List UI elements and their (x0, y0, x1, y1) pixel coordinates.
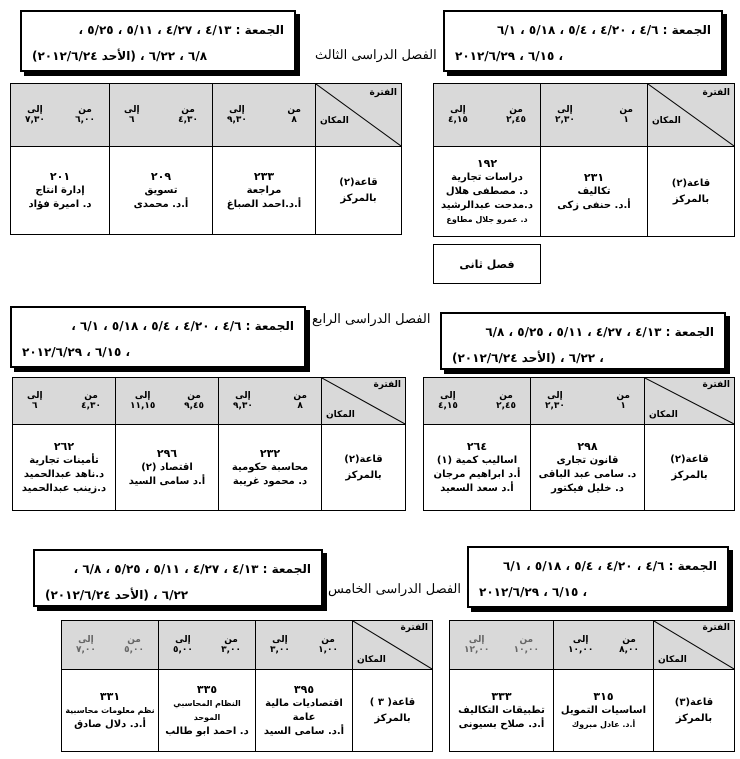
dates-box-right: الجمعة : ٤/٦ ، ٤/٢٠ ، ٥/٤ ، ٥/١٨ ، ٦/١ ، ٦/١٥ ، ٢٠١٢/٦/٢٩ (443, 10, 723, 72)
dates-box-right: الجمعة : ٤/٦ ، ٤/٢٠ ، ٥/٤ ، ٥/١٨ ، ٦/١ ، ٦/١٥ ، ٢٠١٢/٦/٢٩ (467, 546, 729, 608)
schedule-table-left (12, 377, 406, 511)
schedule-table-right (423, 377, 735, 511)
corner-header: الفترة المكان (654, 621, 735, 670)
time-slot: من ١,٠٠ إلى ٣,٠٠ (256, 621, 353, 670)
course-cell: ٣٩٥ اقتصاديات مالية عامة أ.د. سامى السيد (256, 670, 353, 752)
time-slot: من ٢,٤٥ إلى ٤,١٥ (434, 84, 541, 147)
course-cell: ٢٠٩ تسويق أ.د. محمدى (110, 147, 213, 235)
time-slot: من ١ إلى ٢,٣٠ (541, 84, 648, 147)
course-cell: ٢٦٤ اساليب كمية (١) أ.د ابراهيم مرجان أ.د سعد السعيد (424, 425, 531, 511)
corner-header: الفترة المكان (353, 621, 433, 670)
course-cell: ٢٠١ إدارة انتاج د. اميرة فؤاد (11, 147, 110, 235)
course-cell: ٢٣١ تكاليف أ.د. حنفى زكى (541, 147, 648, 237)
schedule-table-right (433, 83, 735, 237)
course-cell: ٢٣٣ مراجعة أ.د.احمد الصباغ (213, 147, 316, 235)
schedule-table-left (61, 620, 433, 752)
time-slot: من ٩,٤٥ إلى ١١,١٥ (116, 378, 219, 425)
corner-header: الفترة المكان (316, 84, 402, 147)
schedule-table-left (10, 83, 402, 235)
semester-title: الفصل الدراسى الرابع (312, 312, 431, 327)
time-slot: من ٨,٠٠ إلى ١٠,٠٠ (554, 621, 654, 670)
time-slot: من ٢,٤٥ إلى ٤,١٥ (424, 378, 531, 425)
time-slot: من ٨ إلى ٩,٣٠ (213, 84, 316, 147)
course-cell: ٣١٥ اساسيات التمويل أ.د. عادل مبروك (554, 670, 654, 752)
dates-box-left: الجمعة : ٤/٦ ، ٤/٢٠ ، ٥/٤ ، ٥/١٨ ، ٦/١ ، ، ٦/١٥ ، ٢٠١٢/٦/٢٩ (10, 306, 306, 368)
room-cell: قاعة(٢) بالمركز (316, 147, 402, 235)
time-slot: من ٥,٠٠ إلى ٧,٠٠ (62, 621, 159, 670)
schedule-table-right (449, 620, 735, 752)
dates-box-right: الجمعة : ٤/١٣ ، ٤/٢٧ ، ٥/١١ ، ٥/٢٥ ، ٦/٨ ، ٦/٢٢ ، (الأحد ٢٠١٢/٦/٢٤) (440, 312, 726, 370)
time-slot: من ١٠,٠٠ إلى ١٢,٠٠ (450, 621, 554, 670)
room-cell: قاعة(٢) بالمركز (648, 147, 735, 237)
course-cell: ٢٦٢ تأمينات تجارية د.ناهد عبدالحميد د.زينب عبدالحميد (13, 425, 116, 511)
course-cell: ٢٩٦ اقتصاد (٢) أ.د سامى السيد (116, 425, 219, 511)
room-cell: قاعة( ٣ ) بالمركز (353, 670, 433, 752)
semester-title: الفصل الدراسى الثالث (315, 48, 437, 63)
time-slot: من ١ إلى ٢,٣٠ (531, 378, 645, 425)
course-cell: ٣٣٥ النظام المحاسبي الموحد د. احمد ابو طالب (159, 670, 256, 752)
course-cell: ٢٣٢ محاسبة حكومية د. محمود غريبة (219, 425, 322, 511)
extra-note-box: فصل ثانى (433, 244, 541, 284)
time-slot: من ٤,٣٠ إلى ٦ (13, 378, 116, 425)
dates-box-left: الجمعة : ٤/١٣ ، ٤/٢٧ ، ٥/١١ ، ٥/٢٥ ، ٦/٨ ، ٦/٢٢ ، (الأحد ٢٠١٢/٦/٢٤) (20, 10, 296, 72)
course-cell: ٣٣١ نظم معلومات محاسبية أ.د. دلال صادق (62, 670, 159, 752)
corner-header: الفترة المكان (322, 378, 406, 425)
course-cell: ٣٣٣ تطبيقات التكاليف أ.د. صلاح بسيونى (450, 670, 554, 752)
course-cell: ٢٩٨ قانون تجارى د. سامى عبد الباقى د. خليل فيكتور (531, 425, 645, 511)
corner-header: الفترة المكان (648, 84, 735, 147)
dates-box-left: الجمعة : ٤/١٣ ، ٤/٢٧ ، ٥/١١ ، ٥/٢٥ ، ٦/٨ ، ٦/٢٢ ، (الأحد ٢٠١٢/٦/٢٤) (33, 549, 323, 607)
corner-header: الفترة المكان (645, 378, 735, 425)
time-slot: من ٦,٠٠ إلى ٧,٣٠ (11, 84, 110, 147)
time-slot: من ٤,٣٠ إلى ٦ (110, 84, 213, 147)
time-slot: من ٨ إلى ٩,٣٠ (219, 378, 322, 425)
time-slot: من ٣,٠٠ إلى ٥,٠٠ (159, 621, 256, 670)
semester-title: الفصل الدراسى الخامس (328, 582, 462, 597)
room-cell: قاعة(٢) بالمركز (322, 425, 406, 511)
room-cell: قاعة(٢) بالمركز (645, 425, 735, 511)
room-cell: قاعة(٣) بالمركز (654, 670, 735, 752)
course-cell: ١٩٢ دراسات تجارية د. مصطفى هلال د.مدحت عبدالرشيد د. عمرو جلال مطاوع (434, 147, 541, 237)
